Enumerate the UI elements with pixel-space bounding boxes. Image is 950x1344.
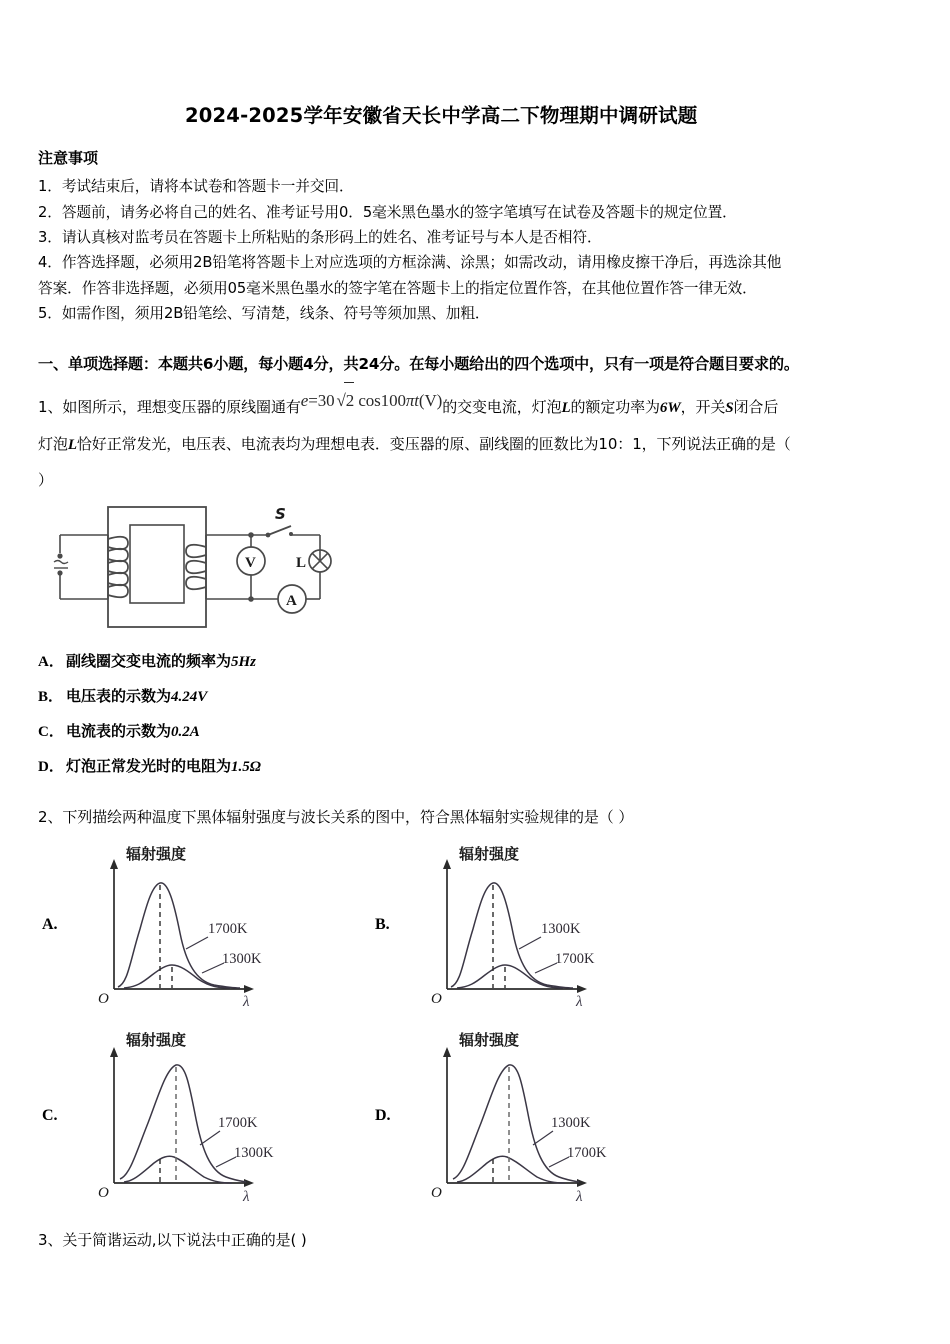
graph-B-figure [401,841,631,1009]
blackbody-graph-B [371,841,704,1009]
question-1-formula: e=30 √ 2 cos100πt(V) [301,381,442,420]
graph-A-letter: A. [42,915,58,933]
graph-A-x-axis-label: λ [243,993,250,1009]
graph-A-origin: O [98,990,109,1007]
transformer-circuit-diagram [46,503,912,631]
graph-B-y-axis-label: 辐射强度 [459,844,520,863]
blackbody-graph-A [38,841,371,1009]
question-1 [38,388,912,784]
blackbody-graph-grid [38,841,912,1205]
question-1-text-h: ，下列说法正确的是（ [641,435,791,454]
graph-B-short-label: 1700K [555,950,595,967]
notice-line: 5．如需作图，须用2B铅笔绘、写清楚，线条、符号等须加黑、加粗． [38,304,490,322]
question-1-stem [38,388,912,427]
graph-C-short-label: 1300K [234,1144,274,1161]
page-title: 2024-2025学年安徽省天长中学高二下物理期中调研试题 [185,104,698,127]
option-D-value: 1.5Ω [231,758,261,775]
blackbody-graph-C [38,1027,371,1205]
question-2-text: 下列描绘两种温度下黑体辐射强度与波长关系的图中，符合黑体辐射实验规律的是（ ） [62,808,634,827]
notice-heading: 注意事项 [38,149,99,168]
graph-C-x-axis-label: λ [243,1188,250,1205]
graph-D-origin: O [431,1184,442,1201]
graph-C-y-axis-label: 辐射强度 [126,1030,187,1049]
graph-D-tall-label: 1300K [551,1114,591,1131]
graph-D-figure [401,1027,631,1205]
sqrt-icon: √ 2 [335,381,355,420]
graph-D-short-label: 1700K [567,1144,607,1161]
symbol-L: L [67,437,77,454]
graph-D-x-axis-label: λ [576,1188,583,1205]
ammeter-label: A [286,593,297,610]
notice-line: 答案．作答非选择题，必须用05毫米黑色墨水的签字笔在答题卡上的指定位置作答，在其他位置作答一律无效． [38,279,757,297]
symbol-L: L [561,400,571,417]
graph-A-y-axis-label: 辐射强度 [126,844,187,863]
section-heading: 一、单项选择题：本题共6小题，每小题4分，共24分。在每小题给出的四个选项中，只有一项是符合题目要求的。 [38,355,799,374]
question-3 [38,1223,912,1258]
switch-label: S [275,505,286,524]
notice-line: 3．请认真核对监考员在答题卡上所粘贴的条形码上的姓名、准考证号与本人是否相符． [38,228,602,246]
notice-line: 1．考试结束后，请将本试卷和答题卡一并交回． [38,178,354,196]
option-C-text: 电流表的示数为 [66,721,172,740]
question-1-text-g: 恰好正常发光，电压表、电流表均为理想电表．变压器的原、副线圈的匝数比为 [76,435,599,454]
graph-B-x-axis-label: λ [576,993,583,1009]
question-2 [38,800,912,1205]
question-1-number: 1、 [38,398,63,417]
question-1-stem-line2 [38,427,912,463]
option-D-label: D． [38,758,64,775]
blackbody-graph-row [38,841,912,1009]
question-2-number: 2、 [38,808,63,827]
option-B[interactable] [38,680,912,715]
question-1-options [38,645,912,784]
question-3-text: 关于简谐运动,以下说法中正确的是( ) [62,1230,307,1249]
question-1-text-d: ，开关 [680,398,726,417]
option-A-value: 5Hz [231,654,257,671]
notice-section [38,147,912,326]
question-1-text-b: 的交变电流，灯泡 [442,398,562,417]
option-B-text: 电压表的示数为 [66,687,172,706]
value-power: 6W [659,400,681,417]
graph-D-y-axis-label: 辐射强度 [459,1030,520,1049]
graph-C-letter: C. [42,1106,58,1124]
option-B-label: B． [38,689,64,706]
blackbody-graph-row [38,1027,912,1205]
graph-A-tall-label: 1700K [208,920,248,937]
graph-C-origin: O [98,1184,109,1201]
blackbody-graph-D [371,1027,704,1205]
question-1-text-e: 闭合后 [733,398,779,417]
option-D[interactable] [38,750,912,785]
lamp-label: L [296,555,307,572]
question-1-text-c: 的额定功率为 [570,398,660,417]
question-1-stem-line3: ） [38,470,53,489]
graph-A-short-label: 1300K [222,950,262,967]
graph-D-letter: D. [375,1106,391,1124]
graph-B-origin: O [431,990,442,1007]
graph-C-figure [68,1027,298,1205]
graph-A-figure [68,841,298,1009]
notice-line: 4．作答选择题，必须用2B铅笔将答题卡上对应选项的方框涂满、涂黑；如需改动，请用橡皮擦干净后，再选涂其他 [38,254,782,272]
question-2-stem [38,800,912,835]
option-C-label: C． [38,723,64,740]
option-A-label: A． [38,654,64,671]
symbol-S: S [725,400,734,417]
question-3-number: 3、 [38,1230,63,1249]
graph-B-letter: B. [375,915,390,933]
option-A-text: 副线圈交变电流的频率为 [66,652,232,671]
value-turns-ratio: 10：1 [598,435,642,454]
voltmeter-label: V [245,555,256,572]
graph-B-tall-label: 1300K [541,920,581,937]
option-D-text: 灯泡正常发光时的电阻为 [66,756,232,775]
circuit-svg [46,503,346,631]
option-C-value: 0.2A [171,723,200,740]
option-C[interactable] [38,715,912,750]
question-1-text-a: 如图所示，理想变压器的原线圈通有 [62,398,301,417]
option-B-value: 4.24V [171,689,208,706]
graph-C-tall-label: 1700K [218,1114,258,1131]
notice-line: 2．答题前，请务必将自己的姓名、准考证号用0．5毫米黑色墨水的签字笔填写在试卷及答题卡的规定位置． [38,203,737,221]
question-3-stem [38,1223,912,1258]
option-A[interactable] [38,645,912,680]
question-1-text-f: 灯泡 [38,435,68,454]
